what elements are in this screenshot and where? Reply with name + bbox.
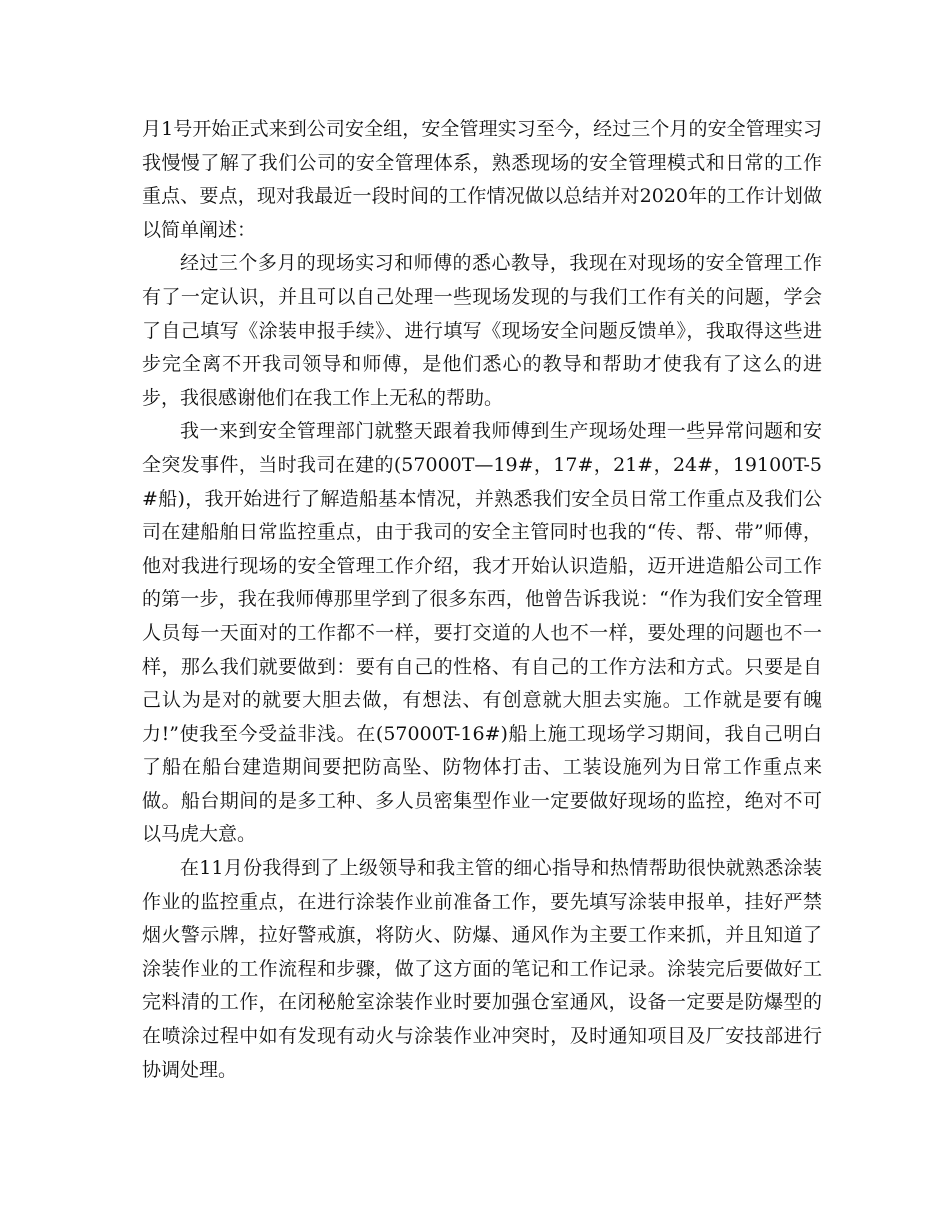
paragraph-4: 在11月份我得到了上级领导和我主管的细心指导和热情帮助很快就熟悉涂装作业的监控重点，在进行涂装作业前准备工作，要先填写涂装申报单，挂好严禁烟火警示牌，拉好警戒旗，将防火、防爆、通风作为主要工作来抓，并且知道了涂装作业的工作流程和步骤，做了这方面的笔记和工作记录。涂装完后要做好工完料清的工作，在闭秘舱室涂装作业时要加强仓室通风，设备一定要是防爆型的在喷涂过程中如有发现有动火与涂装作业冲突时，及时通知项目及厂安技部进行协调处理。 [142,857,822,1081]
paragraph-1: 月1号开始正式来到公司安全组，安全管理实习至今，经过三个月的安全管理实习我慢慢了解了我们公司的安全管理体系，熟悉现场的安全管理模式和日常的工作重点、要点，现对我最近一段时间的工作情况做以总结并对2020年的工作计划做以简单阐述： [142,118,822,241]
paragraph-2: 经过三个多月的现场实习和师傅的悉心教导，我现在对现场的安全管理工作有了一定认识，并且可以自己处理一些现场发现的与我们工作有关的问题，学会了自己填写《涂装申报手续》、进行填写《现场安全问题反馈单》，我取得这些进步完全离不开我司领导和师傅，是他们悉心的教导和帮助才使我有了这么的进步，我很感谢他们在我工作上无私的帮助。 [142,252,822,409]
document-body [142,113,822,1087]
paragraph-3: 我一来到安全管理部门就整天跟着我师傅到生产现场处理一些异常问题和安全突发事件，当时我司在建的(57000T—19#，17#，21#，24#，19100T-5#船)，我开始进行了解造船基本情况，并熟悉我们安全员日常工作重点及我们公司在建船舶日常监控重点，由于我司的安全主管同时也我的“传、帮、带”师傅，他对我进行现场的安全管理工作介绍，我才开始认识造船，迈开进造船公司工作的第一步，我在我师傅那里学到了很多东西，他曾告诉我说：“作为我们安全管理人员每一天面对的工作都不一样，要打交道的人也不一样，要处理的问题也不一样，那么我们就要做到：要有自己的性格、有自己的工作方法和方式。只要是自己认为是对的就要大胆去做，有想法、有创意就大胆去实施。工作就是要有魄力!”使我至今受益非浅。在(57000T-16#)船上施工现场学习期间，我自己明白了船在船台建造期间要把防高坠、防物体打击、工装设施列为日常工作重点来做。船台期间的是多工种、多人员密集型作业一定要做好现场的监控，绝对不可以马虎大意。 [142,420,822,846]
